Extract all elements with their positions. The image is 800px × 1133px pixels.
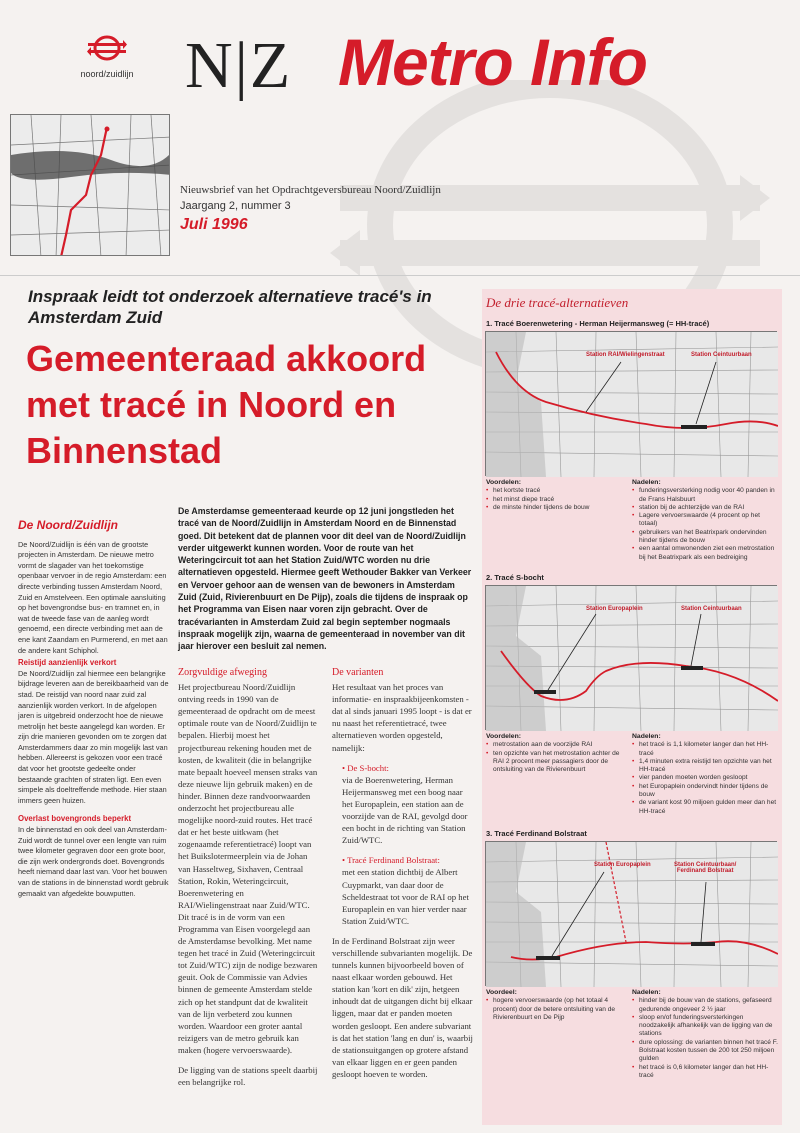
cons-item: • het tracé is 1,1 kilometer langer dan het HH-tracé <box>632 741 778 758</box>
headline: Gemeenteraad akkoord met tracé in Noord en Binnenstad <box>26 338 427 471</box>
divider <box>0 275 800 276</box>
pros-item: • metrostation aan de voorzijde RAI <box>486 741 628 749</box>
city-map-thumbnail <box>10 114 170 256</box>
variant-title: Tracé Ferdinand Bolstraat: <box>347 855 440 866</box>
newsletter-subtitle: Nieuwsbrief van het Opdrachtgeversbureau Noord/Zuidlijn <box>180 184 441 196</box>
cons-item: • het tracé is 0,6 kilometer langer dan het HH-tracé <box>632 1064 778 1081</box>
bullet-icon: • <box>342 855 348 866</box>
alternative-title: 2. Tracé S-bocht <box>486 573 544 582</box>
alternative-1 <box>482 319 782 561</box>
column-paragraph: De ligging van de stations speelt daarbij een belangrijke rol. <box>178 1065 318 1088</box>
variant-text: via de Boerenwetering, Herman Heijermansweg met een boog naar het Europaplein, een station aan de voorzijde van de RAI, gevolgd door een bocht in de richting van Station Zuid/WTC. <box>342 774 468 846</box>
masthead-title: Metro Info <box>338 25 647 99</box>
pros-heading: Voordeel: <box>486 989 517 996</box>
alternative-2 <box>482 573 782 815</box>
sidebar-paragraph: De Noord/Zuidlijn zal hiermee een belangrijke bijdrage leveren aan de bereikbaarheid van de stad. De reistijd van noord naar zuid zal aanzienlijk worden verkort. In de afgelopen jaren is uitgebreid onderzocht hoe de nieuwe metrolijn het beste aangelegd kan worden. Er zijn drie manieren gevonden om te zorgen dat Amsterdammers daar zo min mogelijk last van hebben. Allereerst is gekozen voor een tracé dat voor het grootste gedeelte onder bestaande grachten of straten ligt. Een even simpele als doeltreffende methode. Hier staan immers geen huizen. <box>18 668 169 805</box>
column-paragraph: In de Ferdinand Bolstraat zijn weer verschillende subvarianten mogelijk. De tunnels kunnen bijvoorbeeld boven of naast elkaar worden gebouwd. Het station kan 'kort en dik' zijn, hetgeen inhoudt dat de uitgangen dicht bij elkaar liggen, maar dat er panden moeten worden gesloopt. Een andere subvariant is dat het station 'lang en dun' is, waarbij de stationsuitgangen op grotere afstand van elkaar liggen en er geen panden gesloopt hoeven te worden. <box>332 935 473 1079</box>
column-heading: Zorgvuldige afweging <box>178 667 267 678</box>
cons-item: • het Europaplein ondervindt hinder tijdens de bouw <box>632 783 778 800</box>
intro-paragraph: De Amsterdamse gemeenteraad keurde op 12 juni jongstleden het tracé van de Noord/Zuidlijn in Amsterdam Noord en de Binnenstad goed. Dit betekent dat de plannen voor dit deel van de Noord/Zuidlijn verder uitgewerkt kunnen worden. Voor de route van het Weteringcircuit tot aan het Station Zuid/WTC worden nu drie alternatieven opgesteld. Hiermee geeft Wethouder Bakker van Verkeer en Vervoer gehoor aan de wensen van de bewoners in Amsterdam Zuid (Zuid, Rivierenbuurt en De Pijp), zoals die tijdens de inspraak op het Programma van Eisen naar voren zijn gebracht. Over de tracévarianten in Amsterdam Zuid zal begin september nogmaals inspraak mogelijk zijn, waarna de gemeenteraad in november van dit jaar hierover een besluit zal nemen. <box>178 506 472 652</box>
route-map <box>485 331 777 476</box>
newsletter-issue: Jaargang 2, nummer 3 <box>180 200 291 212</box>
cons-item: • sloop en/of funderingsversterkingen noodzakelijk afhankelijk van de ligging van de stations <box>632 1014 778 1039</box>
cons-heading: Nadelen: <box>632 733 661 740</box>
sidebar-title: De Noord/Zuidlijn <box>18 518 118 532</box>
station-label: Station Ceintuurbaan <box>691 352 752 358</box>
sidebar-heading: Reistijd aanzienlijk verkort <box>18 658 117 668</box>
cons-item: • station bij de achterzijde van de RAI <box>632 504 778 512</box>
alternatives-panel <box>482 289 782 1125</box>
cons-heading: Nadelen: <box>632 989 661 996</box>
sidebar-paragraph: In de binnenstad en ook deel van Amsterdam-Zuid wordt de tunnel over een lengte van ruim twee kilometer gegraven door een grote boor, die zijn werk ondergronds doet. Bovengronds heeft niemand daar last van. Voor het bouwen van de stations in de binnenstad wordt gebruik gemaakt van afgedekte bouwputten. <box>18 825 169 898</box>
alternatives-title: De drie tracé-alternatieven <box>486 295 629 310</box>
cons-heading: Nadelen: <box>632 479 661 486</box>
column-paragraph: Het resultaat van het proces van informatie- en inspraakbijeenkomsten - dat al sinds januari 1995 loopt - is dat er nu naast het referentietracé, twee alternatieven worden opgesteld, namelijk: <box>332 682 472 753</box>
station-label: Station RAI/Wielingenstraat <box>586 352 665 358</box>
pros-item: • het kortste tracé <box>486 487 628 495</box>
article-column-2 <box>332 667 474 1088</box>
masthead-nz: N|Z <box>185 29 293 102</box>
alternative-title: 1. Tracé Boerenwetering - Herman Heijermansweg (= HH-tracé) <box>486 319 710 328</box>
newsletter-date: Juli 1996 <box>180 216 248 233</box>
pros-heading: Voordelen: <box>486 479 521 486</box>
column-heading: De varianten <box>332 667 384 678</box>
kicker: Inspraak leidt tot onderzoek alternatieve tracé's in Amsterdam Zuid <box>28 287 432 327</box>
variant-text: met een station dichtbij de Albert Cuypmarkt, van daar door de Scheldestraat tot voor de RAI op het Europaplein en van hier verder naar Station Zuid/WTC. <box>342 867 469 926</box>
cons <box>632 733 778 816</box>
column-paragraph: Het projectbureau Noord/Zuidlijn ontving reeds in 1990 van de gemeenteraad de opdracht om de meest optimale route van de Noord/Zuidlijn te bepalen. Hierbij moest het projectbureau rekening houden met de kosten, de kwaliteit (die in belangrijke mate bepaalt hoeveel mensen straks van deze nieuwe lijn gebruik maken) en de hinder. Binnen deze randvoorwaarden onderzocht het projectbureau alle mogelijke noord-zuid routes. Het tracé dat er het beste uitkwam (het zogenaamde referentietracé) loopt van het Buikslotermeerplein via de Johan van Hasseltweg, Sixhaven, Centraal Station, Rokin, Weteringcircuit, Boerenwetering en RAI/Wielingenstraat naar Zuid/WTC. Dit tracé is in de vorm van een Programma van Eisen voorgelegd aan de Amsterdamse bevolking. Met name tegen het tracé in Zuid (Weteringcircuit tot Zuid/WTC) zijn de nodige bezwaren geuit. Ook de Commissie van Advies binnen de gemeente Amsterdam stelde zich op het standpunt dat de kwaliteit van de lijn verbeterd zou kunnen worden. Waardoor een groter aantal reizigers van de metro gebruik kan maken (hogere vervoerswaarde). <box>178 682 318 1055</box>
station-label: Station Europaplein <box>586 606 643 612</box>
cons-item: • hinder bij de bouw van de stations, gefaseerd gedurende ongeveer 2 ½ jaar <box>632 997 778 1014</box>
cons-item: • de variant kost 90 miljoen gulden meer dan het HH-tracé <box>632 799 778 816</box>
logo-text: noord/zuidlijn <box>80 69 134 79</box>
pros <box>486 479 628 512</box>
cons-item: • vier panden moeten worden gesloopt <box>632 774 778 782</box>
bullet-icon: • <box>342 762 348 773</box>
station-label: Station Ceintuurbaan <box>681 606 742 612</box>
pros <box>486 733 628 774</box>
cons-item: • een aantal omwonenden ziet een metrostation bij het Beatrixpark als een bedreiging <box>632 545 778 562</box>
station-label: Station Ceintuurbaan/ Ferdinand Bolstraat <box>674 862 737 874</box>
station-label: Station Europaplein <box>594 862 651 868</box>
pros-heading: Voordelen: <box>486 733 521 740</box>
noord-zuidlijn-logo <box>72 34 142 79</box>
route-map <box>485 585 777 730</box>
article-column-1 <box>178 667 318 1096</box>
alternative-title: 3. Tracé Ferdinand Bolstraat <box>486 829 587 838</box>
variant-title: De S-bocht: <box>347 762 389 773</box>
pros-item: • de minste hinder tijdens de bouw <box>486 504 628 512</box>
cons-item: • 1,4 minuten extra reistijd ten opzichte van het HH-tracé <box>632 758 778 775</box>
cons-item: • Lagere vervoerswaarde (4 procent op het totaal) <box>632 512 778 529</box>
alternative-3 <box>482 829 782 1079</box>
cons-item: • funderingsversterking nodig voor 40 panden in de Frans Halsbuurt <box>632 487 778 504</box>
sidebar-heading: Overlast bovengronds beperkt <box>18 814 132 824</box>
pros-item: • ten opzichte van het metrostation achter de RAI 2 procent meer passagiers door de ontsluiting van de Rivierenbuurt <box>486 750 628 775</box>
pros <box>486 989 628 1022</box>
cons-item: • gebruikers van het Beatrixpark ondervinden hinder tijdens de bouw <box>632 529 778 546</box>
cons <box>632 479 778 562</box>
cons-item: • dure oplossing: de varianten binnen het tracé F. Bolstraat kosten tussen de 200 tot 250 miljoen gulden <box>632 1039 778 1064</box>
route-map <box>485 841 777 986</box>
sidebar-paragraph: De Noord/Zuidlijn is één van de grootste projecten in Amsterdam. De nieuwe metro vormt de slagader van het toekomstige openbaar vervoer in de regio Amsterdam: een directe verbinding tussen Amsterdam Noord, Zuid en Amstelveen. Een optimale aansluiting op het bovengrondse bus- en tramnet en, in wat de tweede fase van de aanleg wordt genoemd, een directe verbinding met aan de ene kant Zaandam en Purmerend, en met aan de andere kant Schiphol. <box>18 539 168 655</box>
pros-item: • hogere vervoerswaarde (op het totaal 4 procent) door de betere ontsluiting van de Rivierenbuurt en De Pijp <box>486 997 628 1022</box>
sidebar <box>18 520 170 899</box>
metro-logo-icon <box>87 34 127 62</box>
pros-item: • het minst diepe tracé <box>486 496 628 504</box>
cons <box>632 989 778 1080</box>
